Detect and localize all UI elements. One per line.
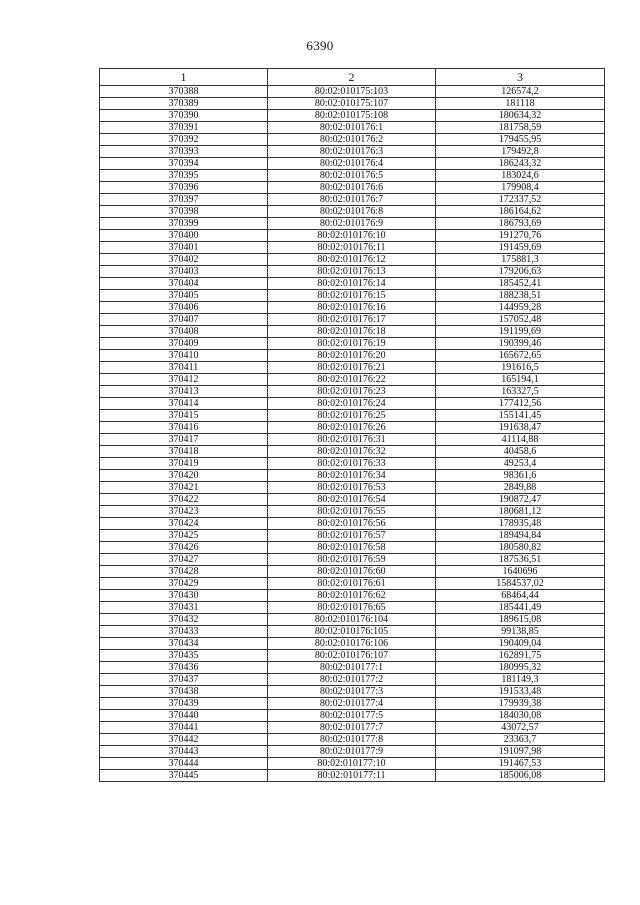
table-body (100, 86, 605, 782)
cadastral-number-cell: 80:02:010177:4 (268, 698, 436, 710)
table-row (100, 410, 605, 422)
table-row (100, 518, 605, 530)
row-number-cell: 370389 (100, 98, 268, 110)
row-number-cell: 370400 (100, 230, 268, 242)
header-row (100, 69, 605, 86)
table-row (100, 686, 605, 698)
cadastral-number-cell: 80:02:010176:54 (268, 494, 436, 506)
row-number-cell: 370437 (100, 674, 268, 686)
row-number-cell: 370412 (100, 374, 268, 386)
table-row (100, 674, 605, 686)
table-row (100, 134, 605, 146)
table-row (100, 122, 605, 134)
table-row (100, 326, 605, 338)
value-cell: 163327,5 (436, 386, 605, 398)
row-number-cell: 370430 (100, 590, 268, 602)
value-cell: 190872,47 (436, 494, 605, 506)
row-number-cell: 370426 (100, 542, 268, 554)
cadastral-number-cell: 80:02:010176:20 (268, 350, 436, 362)
value-cell: 180681,12 (436, 506, 605, 518)
row-number-cell: 370444 (100, 758, 268, 770)
value-cell: 157052,48 (436, 314, 605, 326)
cadastral-number-cell: 80:02:010176:5 (268, 170, 436, 182)
row-number-cell: 370391 (100, 122, 268, 134)
data-table (99, 68, 605, 782)
cadastral-number-cell: 80:02:010177:9 (268, 746, 436, 758)
row-number-cell: 370433 (100, 626, 268, 638)
table-row (100, 494, 605, 506)
value-cell: 41114,88 (436, 434, 605, 446)
table-row (100, 170, 605, 182)
cadastral-number-cell: 80:02:010176:7 (268, 194, 436, 206)
row-number-cell: 370398 (100, 206, 268, 218)
row-number-cell: 370411 (100, 362, 268, 374)
cadastral-number-cell: 80:02:010176:9 (268, 218, 436, 230)
cadastral-number-cell: 80:02:010175:103 (268, 86, 436, 98)
table-row (100, 602, 605, 614)
value-cell: 2849,88 (436, 482, 605, 494)
cadastral-number-cell: 80:02:010176:15 (268, 290, 436, 302)
column-header-1: 1 (100, 69, 268, 86)
table-row (100, 698, 605, 710)
row-number-cell: 370393 (100, 146, 268, 158)
cadastral-number-cell: 80:02:010176:107 (268, 650, 436, 662)
cadastral-number-cell: 80:02:010177:7 (268, 722, 436, 734)
table-row (100, 242, 605, 254)
cadastral-number-cell: 80:02:010176:53 (268, 482, 436, 494)
cadastral-number-cell: 80:02:010176:21 (268, 362, 436, 374)
value-cell: 188238,51 (436, 290, 605, 302)
table-row (100, 182, 605, 194)
table-row (100, 374, 605, 386)
column-header-2: 2 (268, 69, 436, 86)
cadastral-number-cell: 80:02:010176:25 (268, 410, 436, 422)
table-row (100, 470, 605, 482)
row-number-cell: 370425 (100, 530, 268, 542)
value-cell: 191533,48 (436, 686, 605, 698)
row-number-cell: 370413 (100, 386, 268, 398)
table-row (100, 638, 605, 650)
table-row (100, 230, 605, 242)
table-row (100, 578, 605, 590)
value-cell: 165672,65 (436, 350, 605, 362)
table-row (100, 626, 605, 638)
row-number-cell: 370395 (100, 170, 268, 182)
cadastral-number-cell: 80:02:010176:105 (268, 626, 436, 638)
value-cell: 180995,32 (436, 662, 605, 674)
value-cell: 43072,57 (436, 722, 605, 734)
row-number-cell: 370445 (100, 770, 268, 782)
value-cell: 126574,2 (436, 86, 605, 98)
value-cell: 181149,3 (436, 674, 605, 686)
row-number-cell: 370432 (100, 614, 268, 626)
table-row (100, 302, 605, 314)
value-cell: 185452,41 (436, 278, 605, 290)
value-cell: 185006,08 (436, 770, 605, 782)
value-cell: 179455,95 (436, 134, 605, 146)
value-cell: 155141,45 (436, 410, 605, 422)
table-row (100, 446, 605, 458)
row-number-cell: 370394 (100, 158, 268, 170)
cadastral-number-cell: 80:02:010175:107 (268, 98, 436, 110)
value-cell: 179206,63 (436, 266, 605, 278)
table-row (100, 650, 605, 662)
row-number-cell: 370422 (100, 494, 268, 506)
value-cell: 189494,84 (436, 530, 605, 542)
cadastral-number-cell: 80:02:010176:4 (268, 158, 436, 170)
value-cell: 175881,3 (436, 254, 605, 266)
value-cell: 186164,62 (436, 206, 605, 218)
value-cell: 179492,8 (436, 146, 605, 158)
table-row (100, 722, 605, 734)
table-row (100, 290, 605, 302)
cadastral-number-cell: 80:02:010176:3 (268, 146, 436, 158)
table-row (100, 566, 605, 578)
row-number-cell: 370399 (100, 218, 268, 230)
row-number-cell: 370439 (100, 698, 268, 710)
table-row (100, 98, 605, 110)
table-row (100, 458, 605, 470)
row-number-cell: 370420 (100, 470, 268, 482)
table-row (100, 746, 605, 758)
row-number-cell: 370405 (100, 290, 268, 302)
cadastral-number-cell: 80:02:010176:11 (268, 242, 436, 254)
cadastral-number-cell: 80:02:010176:2 (268, 134, 436, 146)
row-number-cell: 370441 (100, 722, 268, 734)
table-row (100, 86, 605, 98)
cadastral-number-cell: 80:02:010177:1 (268, 662, 436, 674)
value-cell: 181118 (436, 98, 605, 110)
cadastral-number-cell: 80:02:010176:16 (268, 302, 436, 314)
row-number-cell: 370388 (100, 86, 268, 98)
table-row (100, 146, 605, 158)
table-row (100, 770, 605, 782)
table-header (100, 69, 605, 86)
cadastral-number-cell: 80:02:010177:2 (268, 674, 436, 686)
table-row (100, 590, 605, 602)
table-row (100, 542, 605, 554)
row-number-cell: 370418 (100, 446, 268, 458)
value-cell: 40458,6 (436, 446, 605, 458)
table-row (100, 362, 605, 374)
cadastral-number-cell: 80:02:010177:5 (268, 710, 436, 722)
value-cell: 185441,49 (436, 602, 605, 614)
row-number-cell: 370442 (100, 734, 268, 746)
row-number-cell: 370429 (100, 578, 268, 590)
value-cell: 68464,44 (436, 590, 605, 602)
table-row (100, 314, 605, 326)
row-number-cell: 370440 (100, 710, 268, 722)
cadastral-number-cell: 80:02:010177:11 (268, 770, 436, 782)
value-cell: 189615,08 (436, 614, 605, 626)
row-number-cell: 370396 (100, 182, 268, 194)
value-cell: 191467,53 (436, 758, 605, 770)
table-row (100, 254, 605, 266)
cadastral-number-cell: 80:02:010176:18 (268, 326, 436, 338)
row-number-cell: 370417 (100, 434, 268, 446)
table-row (100, 194, 605, 206)
cadastral-number-cell: 80:02:010176:23 (268, 386, 436, 398)
table-row (100, 158, 605, 170)
cadastral-number-cell: 80:02:010176:58 (268, 542, 436, 554)
value-cell: 180580,82 (436, 542, 605, 554)
table-row (100, 338, 605, 350)
row-number-cell: 370406 (100, 302, 268, 314)
row-number-cell: 370427 (100, 554, 268, 566)
value-cell: 177412,56 (436, 398, 605, 410)
table-row (100, 386, 605, 398)
cadastral-number-cell: 80:02:010176:14 (268, 278, 436, 290)
row-number-cell: 370402 (100, 254, 268, 266)
value-cell: 23363,7 (436, 734, 605, 746)
cadastral-number-cell: 80:02:010176:31 (268, 434, 436, 446)
value-cell: 49253,4 (436, 458, 605, 470)
cadastral-number-cell: 80:02:010176:10 (268, 230, 436, 242)
table-row (100, 350, 605, 362)
cadastral-number-cell: 80:02:010176:24 (268, 398, 436, 410)
value-cell: 98361,6 (436, 470, 605, 482)
row-number-cell: 370436 (100, 662, 268, 674)
cadastral-number-cell: 80:02:010176:13 (268, 266, 436, 278)
value-cell: 191459,69 (436, 242, 605, 254)
cadastral-number-cell: 80:02:010176:55 (268, 506, 436, 518)
table-row (100, 110, 605, 122)
table-row (100, 278, 605, 290)
cadastral-number-cell: 80:02:010176:32 (268, 446, 436, 458)
column-header-3: 3 (436, 69, 605, 86)
table-row (100, 614, 605, 626)
table-row (100, 482, 605, 494)
row-number-cell: 370431 (100, 602, 268, 614)
value-cell: 178935,48 (436, 518, 605, 530)
table-row (100, 398, 605, 410)
row-number-cell: 370419 (100, 458, 268, 470)
table-row (100, 758, 605, 770)
value-cell: 180634,32 (436, 110, 605, 122)
value-cell: 191638,47 (436, 422, 605, 434)
row-number-cell: 370397 (100, 194, 268, 206)
value-cell: 186243,32 (436, 158, 605, 170)
row-number-cell: 370416 (100, 422, 268, 434)
row-number-cell: 370390 (100, 110, 268, 122)
cadastral-number-cell: 80:02:010176:33 (268, 458, 436, 470)
cadastral-number-cell: 80:02:010177:8 (268, 734, 436, 746)
table-row (100, 734, 605, 746)
cadastral-number-cell: 80:02:010176:8 (268, 206, 436, 218)
cadastral-number-cell: 80:02:010176:62 (268, 590, 436, 602)
table-row (100, 206, 605, 218)
table-row (100, 530, 605, 542)
cadastral-number-cell: 80:02:010176:104 (268, 614, 436, 626)
value-cell: 190409,04 (436, 638, 605, 650)
value-cell: 191199,69 (436, 326, 605, 338)
cadastral-number-cell: 80:02:010176:61 (268, 578, 436, 590)
value-cell: 179939,38 (436, 698, 605, 710)
value-cell: 191270,76 (436, 230, 605, 242)
table-row (100, 710, 605, 722)
row-number-cell: 370428 (100, 566, 268, 578)
value-cell: 191616,5 (436, 362, 605, 374)
row-number-cell: 370409 (100, 338, 268, 350)
row-number-cell: 370424 (100, 518, 268, 530)
cadastral-number-cell: 80:02:010176:60 (268, 566, 436, 578)
cadastral-number-cell: 80:02:010176:34 (268, 470, 436, 482)
cadastral-number-cell: 80:02:010176:6 (268, 182, 436, 194)
value-cell: 181758,59 (436, 122, 605, 134)
value-cell: 187536,51 (436, 554, 605, 566)
value-cell: 144959,28 (436, 302, 605, 314)
value-cell: 1640696 (436, 566, 605, 578)
row-number-cell: 370415 (100, 410, 268, 422)
cadastral-number-cell: 80:02:010176:59 (268, 554, 436, 566)
row-number-cell: 370438 (100, 686, 268, 698)
row-number-cell: 370392 (100, 134, 268, 146)
row-number-cell: 370408 (100, 326, 268, 338)
cadastral-number-cell: 80:02:010177:3 (268, 686, 436, 698)
value-cell: 184030,08 (436, 710, 605, 722)
cadastral-number-cell: 80:02:010176:12 (268, 254, 436, 266)
row-number-cell: 370403 (100, 266, 268, 278)
cadastral-number-cell: 80:02:010177:10 (268, 758, 436, 770)
cadastral-number-cell: 80:02:010176:22 (268, 374, 436, 386)
row-number-cell: 370407 (100, 314, 268, 326)
row-number-cell: 370421 (100, 482, 268, 494)
value-cell: 162891,75 (436, 650, 605, 662)
value-cell: 186793,69 (436, 218, 605, 230)
row-number-cell: 370435 (100, 650, 268, 662)
table-row (100, 422, 605, 434)
table-row (100, 266, 605, 278)
table-row (100, 554, 605, 566)
cadastral-number-cell: 80:02:010176:106 (268, 638, 436, 650)
table-row (100, 434, 605, 446)
value-cell: 1584537,02 (436, 578, 605, 590)
table-row (100, 662, 605, 674)
value-cell: 172337,52 (436, 194, 605, 206)
row-number-cell: 370404 (100, 278, 268, 290)
cadastral-number-cell: 80:02:010175:108 (268, 110, 436, 122)
cadastral-number-cell: 80:02:010176:56 (268, 518, 436, 530)
table-row (100, 218, 605, 230)
cadastral-number-cell: 80:02:010176:65 (268, 602, 436, 614)
cadastral-number-cell: 80:02:010176:57 (268, 530, 436, 542)
cadastral-number-cell: 80:02:010176:19 (268, 338, 436, 350)
cadastral-number-cell: 80:02:010176:17 (268, 314, 436, 326)
row-number-cell: 370414 (100, 398, 268, 410)
page-number: 6390 (306, 38, 334, 53)
row-number-cell: 370410 (100, 350, 268, 362)
value-cell: 165194,1 (436, 374, 605, 386)
row-number-cell: 370434 (100, 638, 268, 650)
cadastral-number-cell: 80:02:010176:26 (268, 422, 436, 434)
cadastral-number-cell: 80:02:010176:1 (268, 122, 436, 134)
value-cell: 190399,46 (436, 338, 605, 350)
value-cell: 179908,4 (436, 182, 605, 194)
value-cell: 183024,6 (436, 170, 605, 182)
value-cell: 191097,98 (436, 746, 605, 758)
table-row (100, 506, 605, 518)
row-number-cell: 370423 (100, 506, 268, 518)
row-number-cell: 370401 (100, 242, 268, 254)
value-cell: 99138,85 (436, 626, 605, 638)
row-number-cell: 370443 (100, 746, 268, 758)
